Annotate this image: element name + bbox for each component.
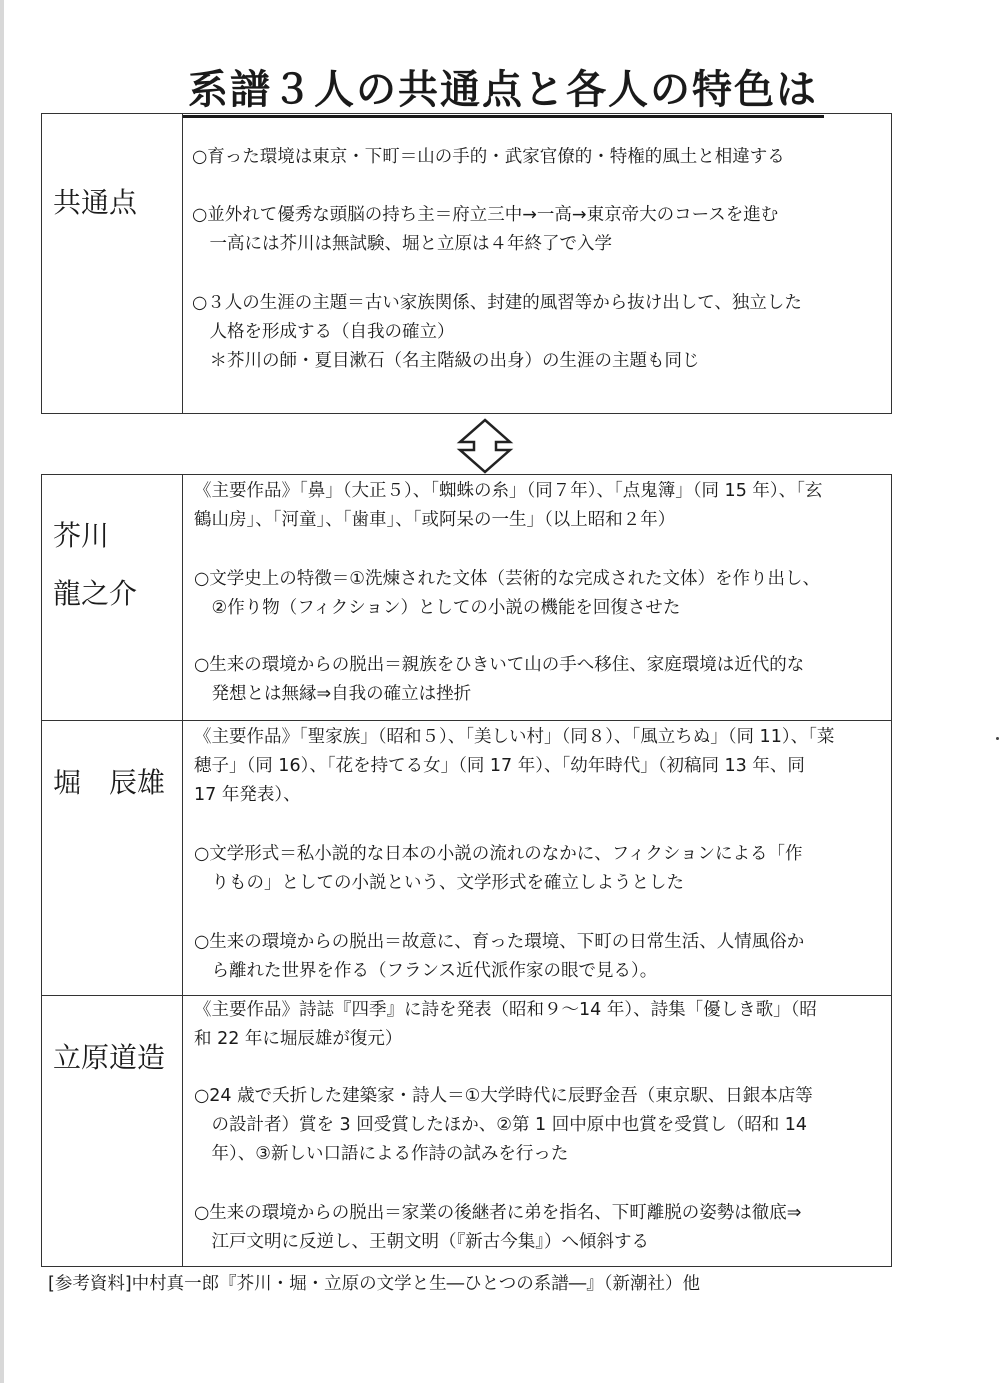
text-line: の設計者）賞を 3 回受賞したほか、②第 1 回中原中也賞を受賞し（昭和 14 xyxy=(194,1115,808,1135)
text-line: ②作り物（フィクション）としての小説の機能を回復させた xyxy=(194,598,681,618)
text-line: ら離れた世界を作る（フランス近代派作家の眼で見る）。 xyxy=(194,961,658,981)
person-label-hori: 堀 辰雄 xyxy=(53,766,166,799)
tachihara-escape xyxy=(194,1199,884,1257)
tachihara-works xyxy=(194,996,884,1054)
text-line: ○文学形式＝私小説的な日本の小説の流れのなかに、フィクションによる「作 xyxy=(194,844,803,864)
scan-edge xyxy=(0,0,4,1383)
tachihara-career xyxy=(194,1082,884,1169)
text-line: ＊芥川の師・夏目漱石（名主階級の出身）の生涯の主題も同じ xyxy=(192,351,700,371)
text-line: 17 年発表）、 xyxy=(194,785,301,805)
person-label-akutagawa-line2: 龍之介 xyxy=(53,577,138,610)
page-title-text: 系譜３人の共通点と各人の特色は xyxy=(182,67,824,118)
text-line: 《主要作品》「聖家族」（昭和５）、「美しい村」（同８）、「風立ちぬ」（同 11）、「菜 xyxy=(194,727,835,747)
person-label-tachihara: 立原道造 xyxy=(53,1041,166,1074)
persons-box xyxy=(41,474,892,1267)
reference-note: [参考資料]中村真一郎『芥川・堀・立原の文学と生―ひとつの系譜―』（新潮社）他 xyxy=(48,1274,701,1294)
akutagawa-escape xyxy=(194,651,884,709)
common-paragraph-1 xyxy=(192,143,882,172)
persons-label-column xyxy=(42,475,183,1266)
text-line: ○文学史上の特徴＝①洗煉された文体（芸術的な完成された文体）を作り出し、 xyxy=(194,569,820,589)
scan-speck xyxy=(996,737,999,740)
akutagawa-works xyxy=(194,477,884,535)
page-title xyxy=(0,58,1006,115)
person-label-akutagawa-line1: 芥川 xyxy=(53,519,110,552)
text-line: ○並外れて優秀な頭脳の持ち主＝府立三中→一高→東京帝大のコースを進む xyxy=(192,205,779,225)
text-line: 一高には芥川は無試験、堀と立原は４年終了で入学 xyxy=(192,234,612,254)
text-line: 穂子」（同 16）、「花を持てる女」（同 17 年）、「幼年時代」（初稿同 13 年、同 xyxy=(194,756,805,776)
text-line: ○生来の環境からの脱出＝家業の後継者に弟を指名、下町離脱の姿勢は徹底⇒ xyxy=(194,1203,802,1223)
common-points-box xyxy=(41,113,892,414)
text-line: 発想とは無縁⇒自我の確立は挫折 xyxy=(194,684,472,704)
common-paragraph-3 xyxy=(192,289,882,376)
text-line: 人格を形成する（自我の確立） xyxy=(192,322,455,342)
hori-works xyxy=(194,723,884,810)
text-line: ○24 歳で夭折した建築家・詩人＝①大学時代に辰野金吾（東京駅、日銀本店等 xyxy=(194,1086,813,1106)
double-vertical-arrow-icon xyxy=(456,418,514,474)
text-line: ○生来の環境からの脱出＝故意に、育った環境、下町の日常生活、人情風俗か xyxy=(194,932,805,952)
row-divider xyxy=(42,720,891,721)
text-line: ○３人の生涯の主題＝古い家族関係、封建的風習等から抜け出して、独立した xyxy=(192,293,802,313)
text-line: 《主要作品》詩誌『四季』に詩を発表（昭和９～14 年）、詩集「優しき歌」（昭 xyxy=(194,1000,817,1020)
akutagawa-feature xyxy=(194,565,884,623)
text-line: 《主要作品》「鼻」（大正５）、「蜘蛛の糸」（同７年）、「点鬼簿」（同 15 年）、「玄 xyxy=(194,481,823,501)
hori-form xyxy=(194,840,884,898)
text-line: 和 22 年に堀辰雄が復元） xyxy=(194,1029,403,1049)
text-line: りもの」としての小説という、文学形式を確立しようとした xyxy=(194,873,684,893)
text-line: ○育った環境は東京・下町＝山の手的・武家官僚的・特権的風土と相違する xyxy=(192,147,785,167)
text-line: 鶴山房」、「河童」、「歯車」、「或阿呆の一生」（以上昭和２年） xyxy=(194,510,676,530)
text-line: ○生来の環境からの脱出＝親族をひきいて山の手へ移住、家庭環境は近代的な xyxy=(194,655,805,675)
text-line: 江戸文明に反逆し、王朝文明（『新古今集』）へ傾斜する xyxy=(194,1232,649,1252)
common-label-cell xyxy=(42,114,183,413)
hori-escape xyxy=(194,928,884,986)
common-label: 共通点 xyxy=(53,186,138,219)
text-line: 年）、③新しい口語による作詩の試みを行った xyxy=(194,1144,569,1164)
common-paragraph-2 xyxy=(192,201,882,259)
